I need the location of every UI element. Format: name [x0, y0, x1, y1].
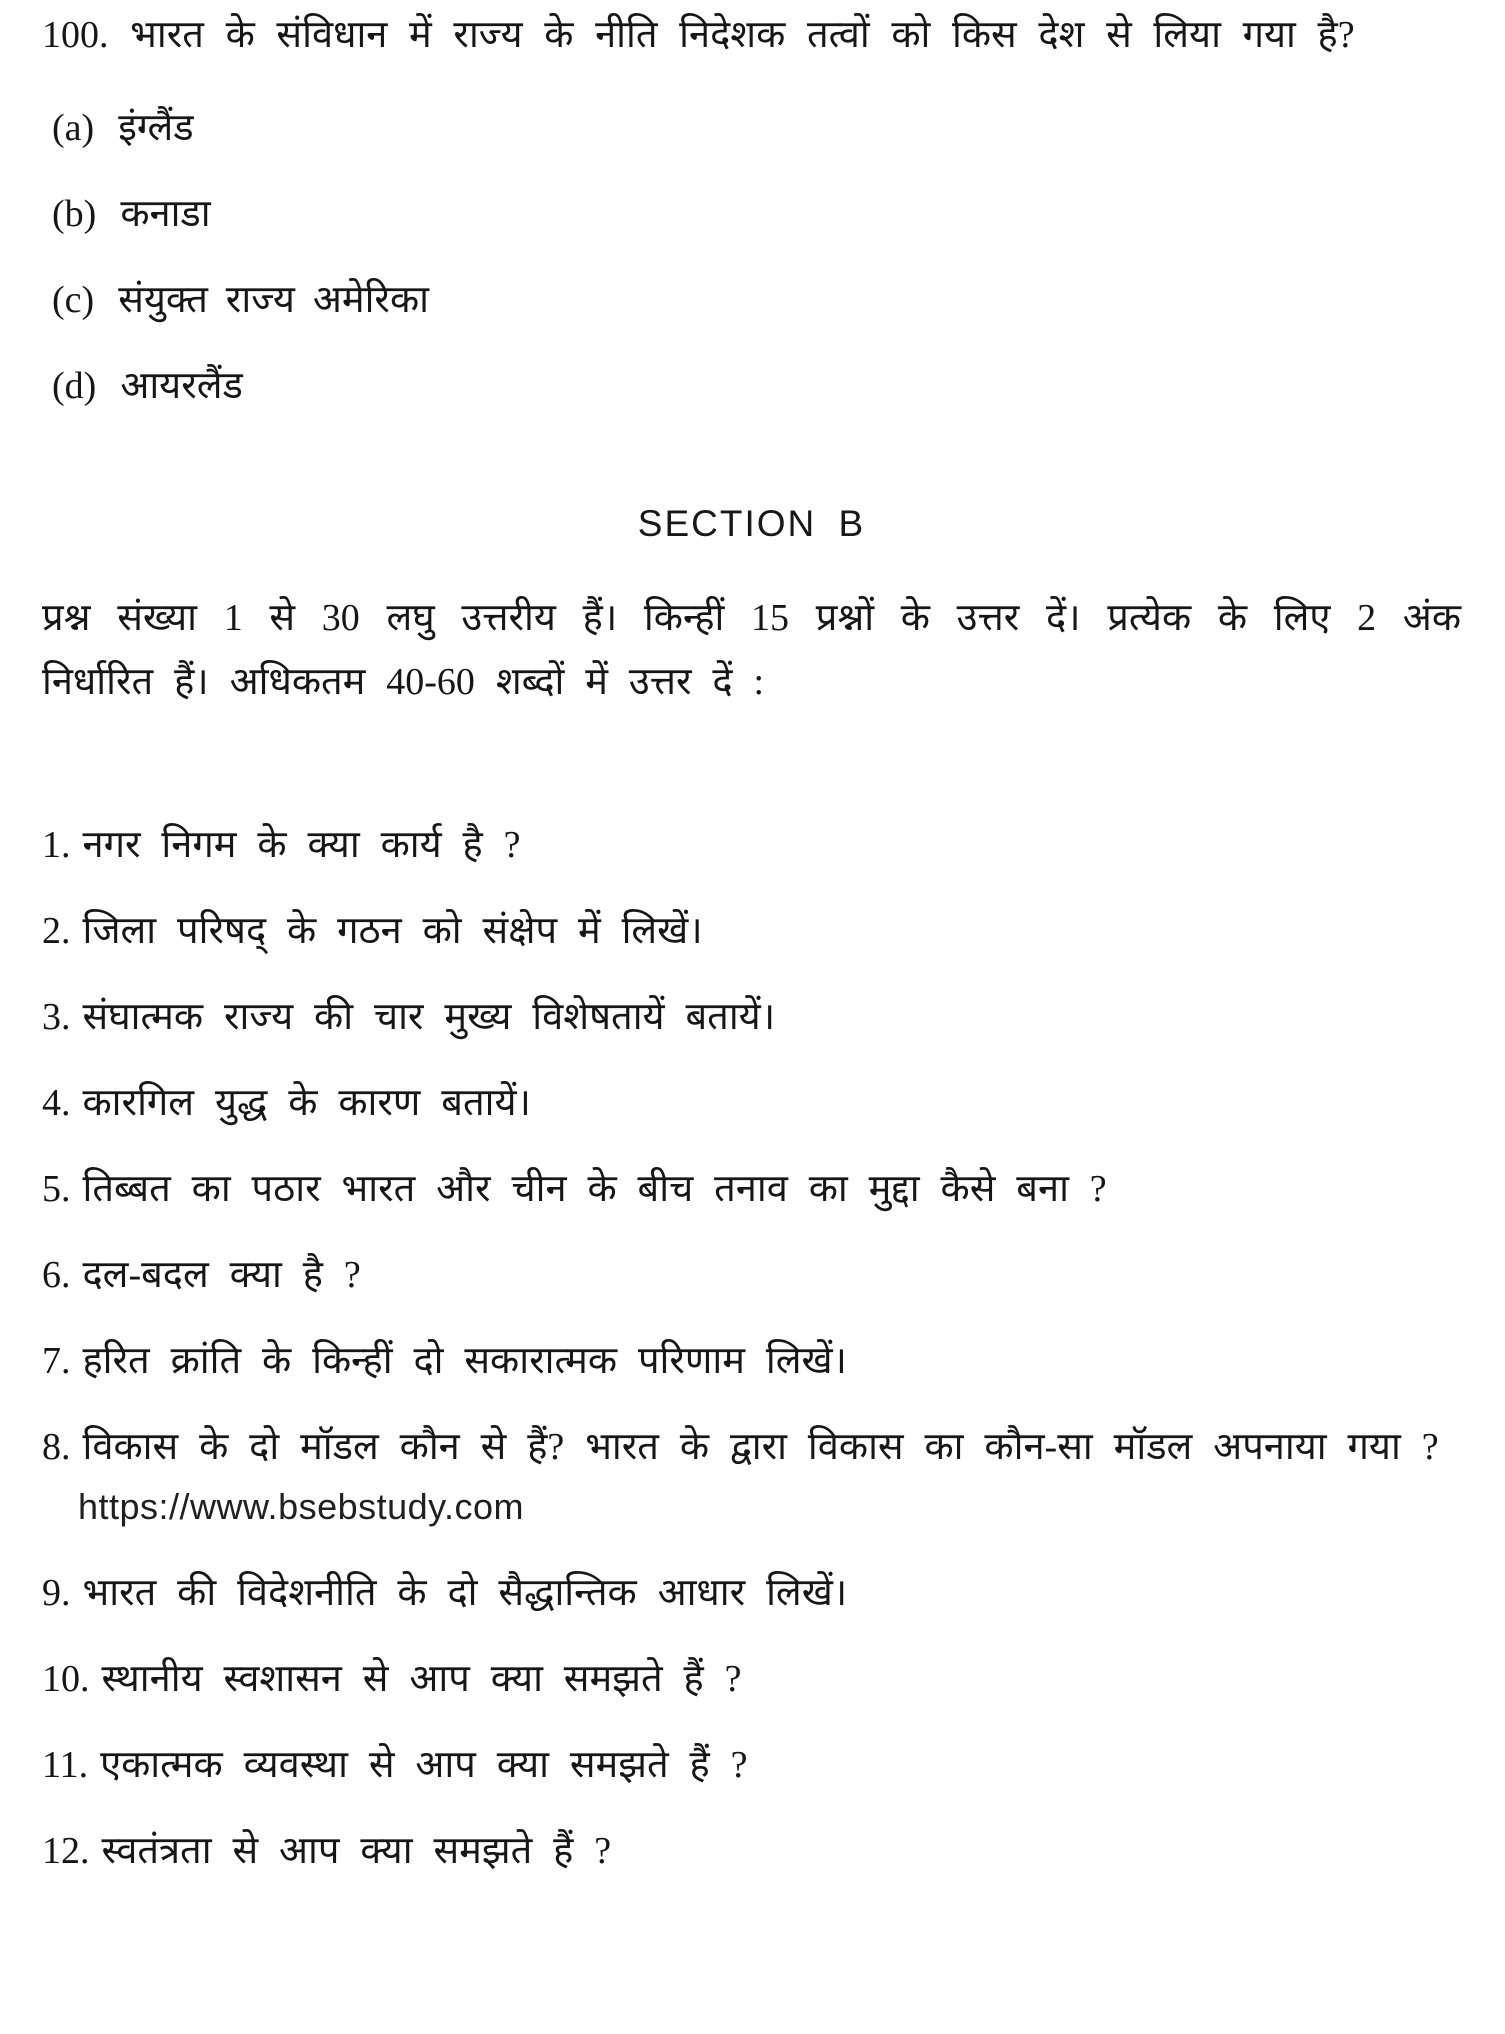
- question-item: [42, 1245, 1461, 1305]
- question-number: 5.: [42, 1167, 71, 1210]
- option-row: [42, 365, 1461, 407]
- question-item: [42, 1735, 1461, 1795]
- question-item: [42, 987, 1461, 1047]
- question-item: [42, 815, 1461, 875]
- option-label: (b): [52, 192, 97, 235]
- option-text: संयुक्त राज्य अमेरिका: [118, 278, 429, 321]
- option-label: (c): [52, 278, 95, 321]
- question-100-text: 100. भारत के संविधान में राज्य के नीति निदेशक तत्वों को किस देश से लिया गया है?: [42, 14, 1355, 56]
- option-label: (a): [52, 106, 95, 149]
- question-number: 1.: [42, 823, 71, 866]
- question-item: [42, 1417, 1461, 1537]
- question-item: [42, 1563, 1461, 1623]
- question-item: [42, 1649, 1461, 1709]
- option-row: [42, 193, 1461, 235]
- question-text: संघात्मक राज्य की चार मुख्य विशेषतायें बतायें।: [82, 995, 776, 1038]
- question-100-options: [42, 107, 1461, 407]
- question-text: जिला परिषद् के गठन को संक्षेप में लिखें।: [82, 909, 703, 952]
- option-row: [42, 279, 1461, 321]
- question-item: [42, 901, 1461, 961]
- option-label: (d): [52, 364, 97, 407]
- question-item: [42, 1159, 1461, 1219]
- question-text: स्थानीय स्वशासन से आप क्या समझते हैं ?: [101, 1657, 742, 1700]
- question-link-url: https://www.bsebstudy.com: [78, 1485, 525, 1527]
- question-number: 7.: [42, 1339, 71, 1382]
- question-number: 11.: [42, 1743, 89, 1786]
- question-number: 4.: [42, 1081, 71, 1124]
- question-number: 2.: [42, 909, 71, 952]
- section-b-instructions: प्रश्न संख्या 1 से 30 लघु उत्तरीय हैं। किन्हीं 15 प्रश्नों के उत्तर दें। प्रत्येक के लिए 2 अंक निर्धारित हैं। अधिकतम 40-60 शब्दों में उत्तर दें :: [42, 596, 1461, 703]
- question-text: भारत की विदेशनीति के दो सैद्धान्तिक आधार लिखें।: [82, 1571, 848, 1614]
- question-text: एकात्मक व्यवस्था से आप क्या समझते हैं ?: [100, 1743, 748, 1786]
- question-text: दल-बदल क्या है ?: [82, 1253, 361, 1296]
- question-text: तिब्बत का पठार भारत और चीन के बीच तनाव का मुद्दा कैसे बना ?: [82, 1167, 1107, 1210]
- question-number: 9.: [42, 1571, 71, 1614]
- question-text: विकास के दो मॉडल कौन से हैं? भारत के द्वारा विकास का कौन-सा मॉडल अपनाया गया ?: [82, 1425, 1439, 1468]
- question-text: नगर निगम के क्या कार्य है ?: [82, 823, 521, 866]
- option-text: आयरलैंड: [120, 364, 243, 407]
- question-item: [42, 1073, 1461, 1133]
- question-text: स्वतंत्रता से आप क्या समझते हैं ?: [101, 1829, 612, 1872]
- option-text: कनाडा: [120, 192, 211, 235]
- question-text: हरित क्रांति के किन्हीं दो सकारात्मक परिणाम लिखें।: [82, 1339, 847, 1382]
- section-b-heading: SECTION B: [637, 502, 866, 544]
- option-text: इंग्लैंड: [118, 106, 194, 149]
- question-number: 10.: [42, 1657, 90, 1700]
- question-item: [42, 1331, 1461, 1391]
- question-list: [42, 815, 1461, 1881]
- question-number: 12.: [42, 1829, 90, 1872]
- question-number: 3.: [42, 995, 71, 1038]
- question-100-block: [42, 6, 1461, 407]
- question-text: कारगिल युद्ध के कारण बतायें।: [82, 1081, 531, 1124]
- question-number: 8.: [42, 1425, 71, 1468]
- option-row: [42, 107, 1461, 149]
- question-item: [42, 1821, 1461, 1881]
- question-number: 6.: [42, 1253, 71, 1296]
